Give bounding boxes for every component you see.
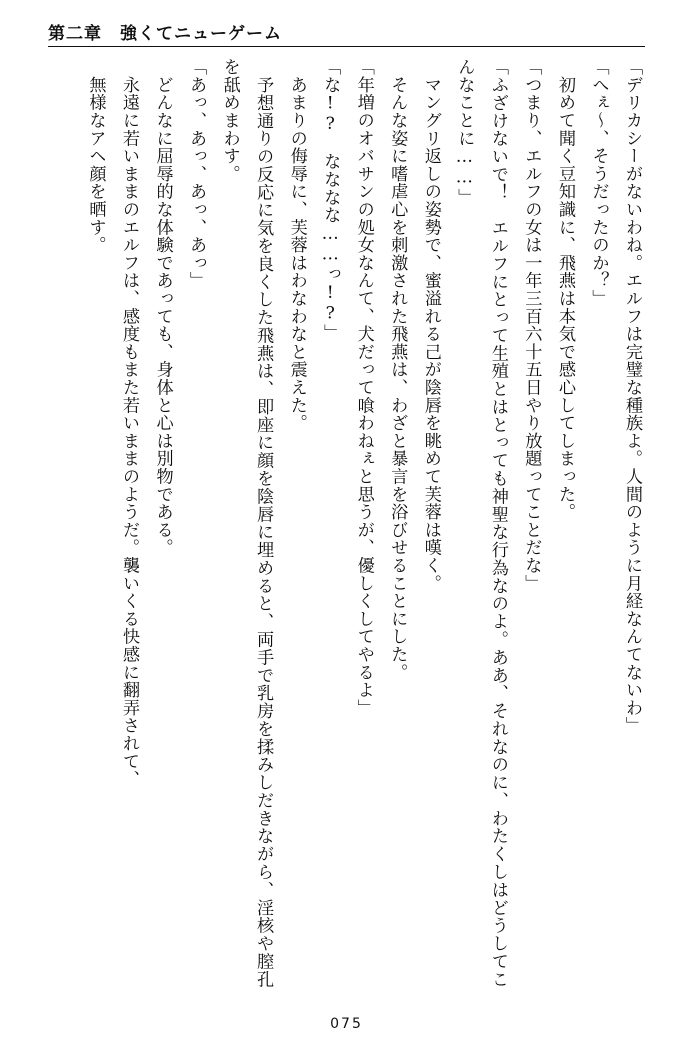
paragraph: あまりの侮辱に、芙蓉はわなわなと震えた。 (286, 58, 307, 432)
chapter-number: 第二章 (48, 23, 102, 44)
paragraph: 「デリカシーがないわね。エルフは完璧な種族よ。人間のように月経なんてないわ」 (622, 58, 642, 735)
paragraph: 予想通りの反応に気を良くした飛燕は、即座に顔を陰唇に埋めると、両手で乳房を揉みしだきながら、淫核や膣孔を舐めまわす。 (219, 58, 274, 988)
page-header (48, 16, 645, 46)
paragraph: 無様なアヘ顔を晒す。 (85, 58, 106, 254)
paragraph: 初めて聞く豆知識に、飛燕は本気で感心してしまった。 (554, 58, 575, 521)
paragraph: 永遠に若いままのエルフは、感度もまた若いままのようだ。襲いくる快感に翻弄されて、 (119, 58, 140, 788)
body-text (48, 58, 648, 988)
paragraph: 「へぇ～、そうだったのか？」 (588, 58, 609, 308)
paragraph: 「ふざけないで！ エルフにとって生殖とはとっても神聖な行為なのよ。ああ、それなのに、わたくしはどうしてこんなことに……」 (454, 58, 508, 988)
paragraph: 「な!? なななな……っ!?」 (320, 58, 341, 342)
paragraph: 「あっ、あっ、あっ、あっ」 (186, 58, 207, 290)
paragraph: 「つまり、エルフの女は一年三百六十五日やり放題ってことだな」 (521, 58, 542, 592)
paragraph: そんな姿に嗜虐心を刺激された飛燕は、わざと暴言を浴びせることにした。 (387, 58, 408, 681)
paragraph: どんなに屈辱的な体験であっても、身体と心は別物である。 (152, 58, 173, 557)
paragraph: マングリ返しの姿勢で、蜜溢れる己が陰唇を眺めて芙蓉は嘆く。 (420, 58, 441, 592)
header-divider (48, 46, 645, 47)
page-number: 075 (330, 1016, 363, 1032)
chapter-title: 強くてニューゲーム (120, 23, 282, 44)
paragraph: 「年増のオバサンの処女なんて、犬だって喰わねぇと思うが、優しくしてやるよ」 (353, 58, 374, 717)
